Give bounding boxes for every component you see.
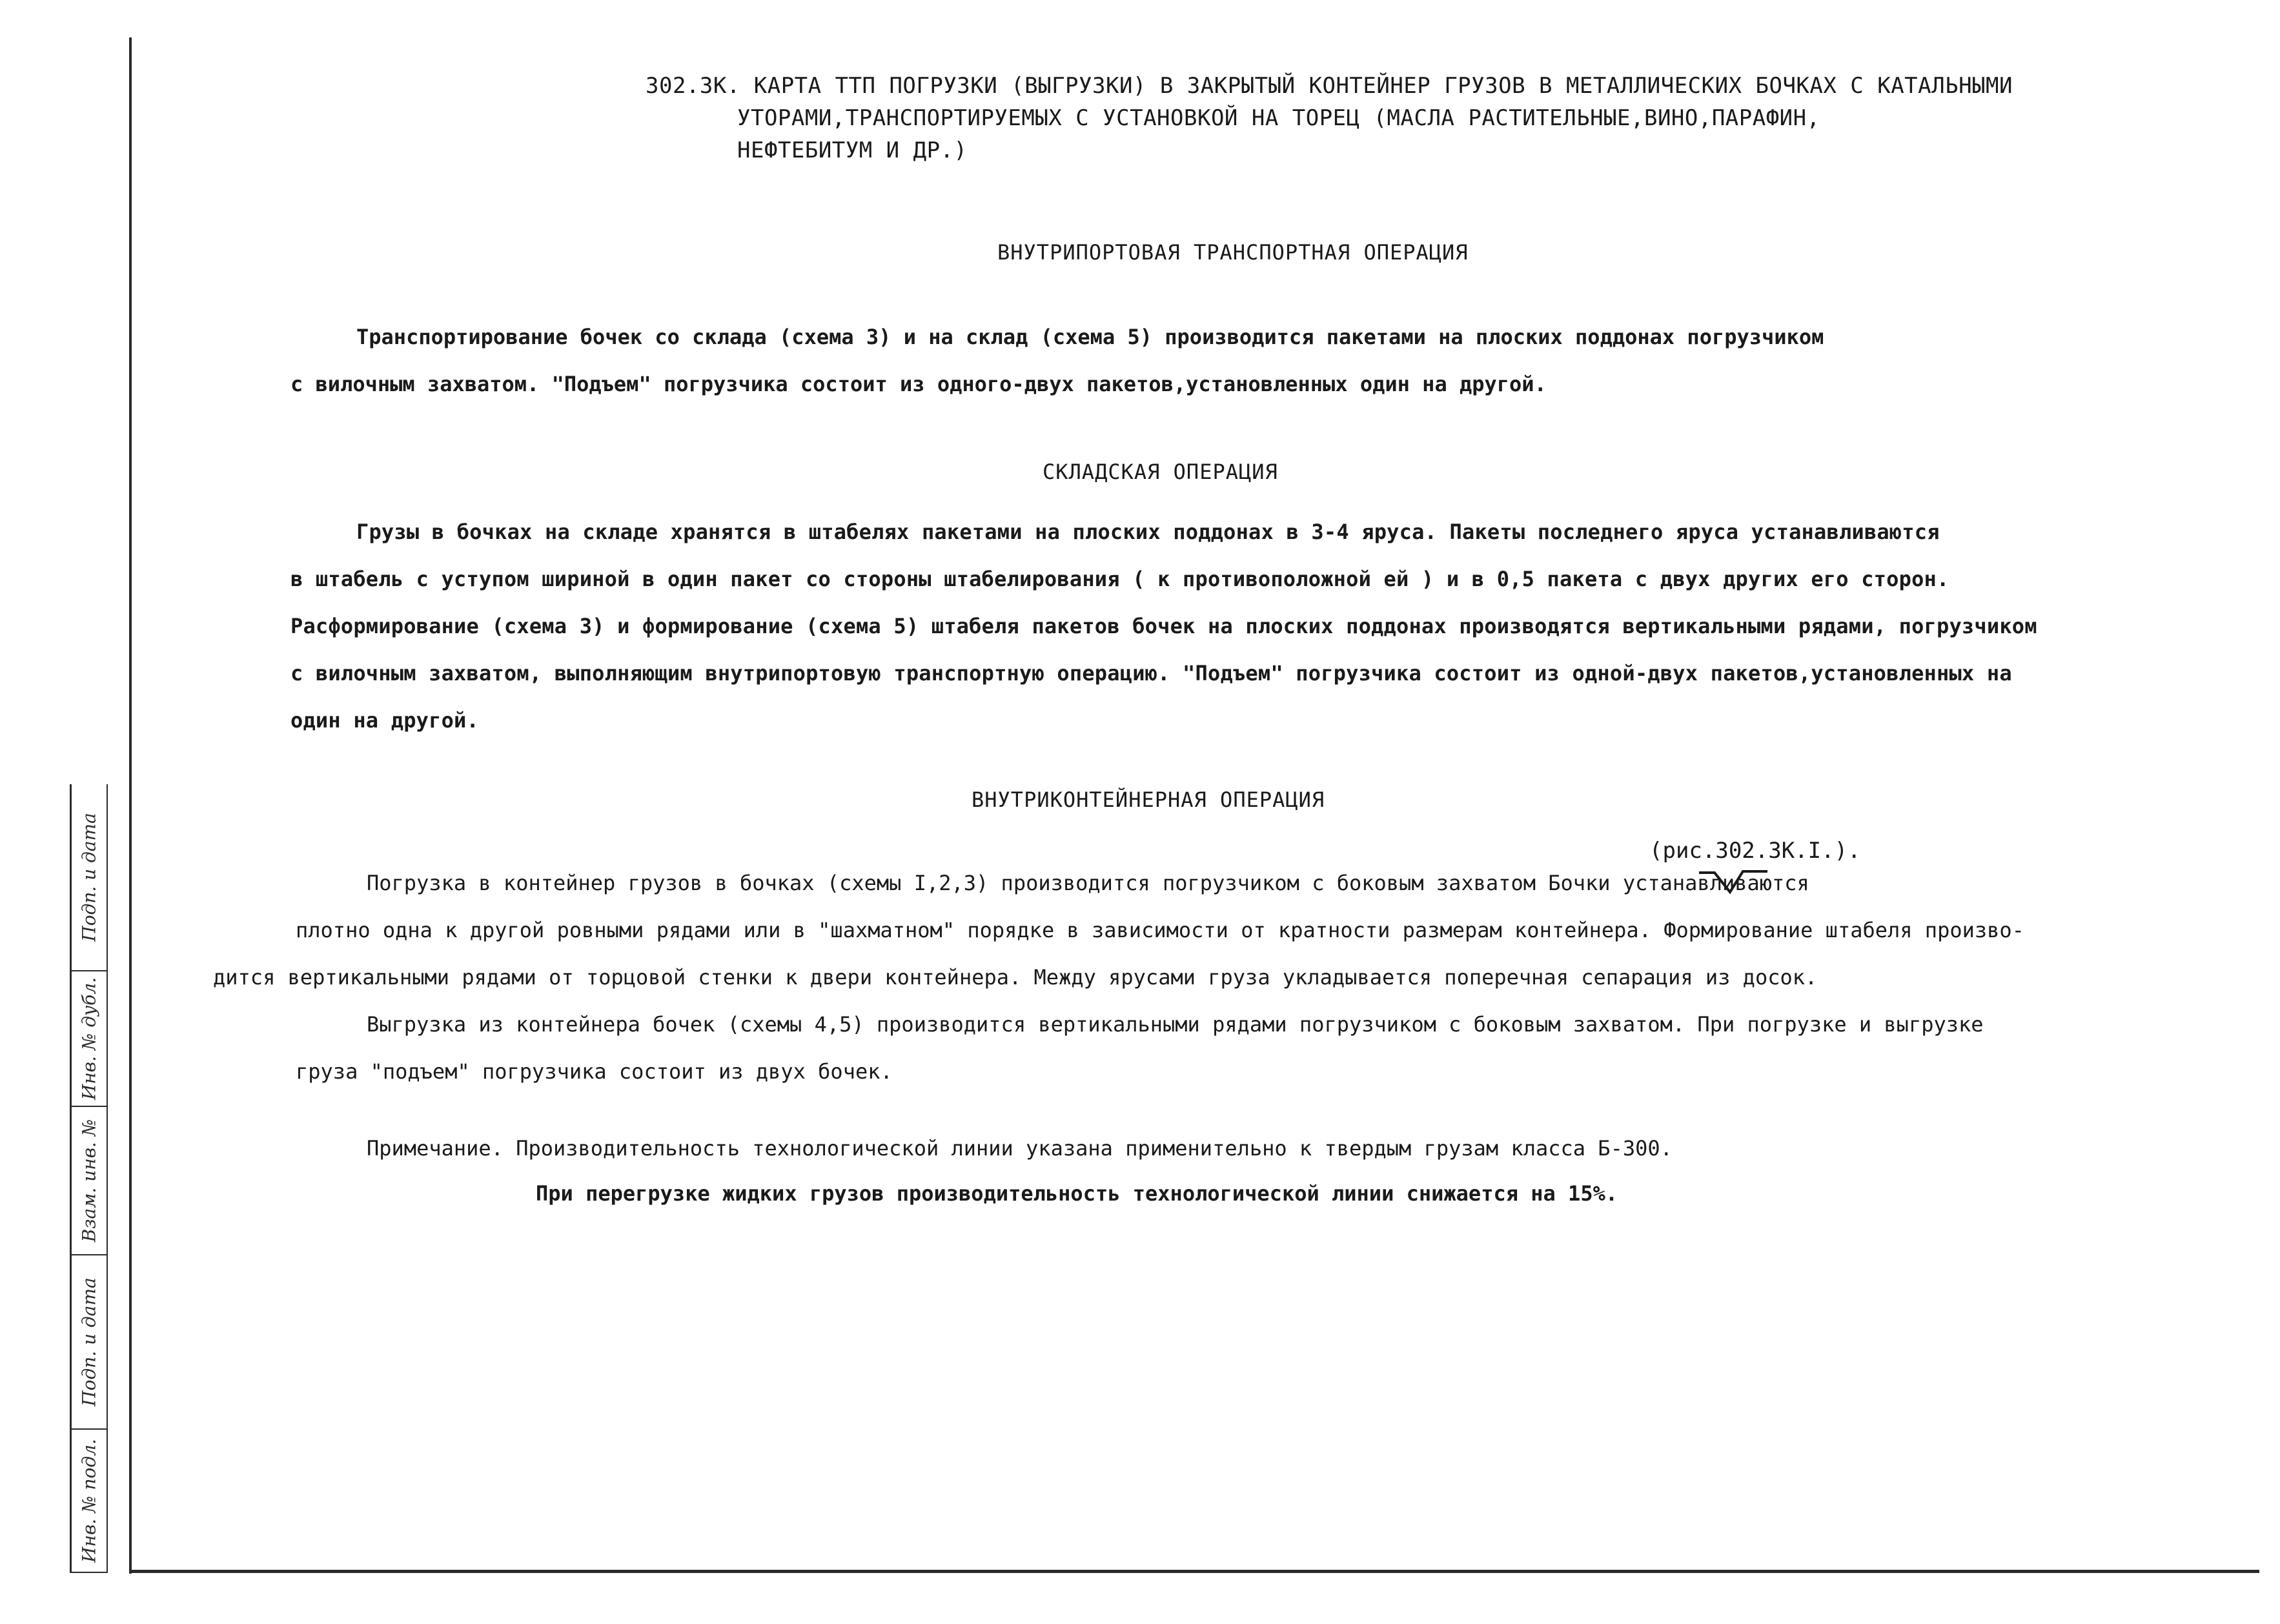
paragraph-line: Выгрузка из контейнера бочек (схемы 4,5) производится вертикальными рядами погрузчиком с боковым захватом. При погрузке и выгрузке bbox=[367, 1012, 1984, 1037]
stamp-cell-replace-inv bbox=[72, 1107, 108, 1255]
paragraph-line: один на другой. bbox=[290, 708, 479, 733]
stamp-label: Подп. и дата bbox=[78, 1277, 100, 1406]
side-stamp bbox=[70, 784, 147, 1573]
title-line-3: НЕФТЕБИТУМ И ДР.) bbox=[737, 137, 968, 163]
paragraph-line: с вилочным захватом, выполняющим внутрипортовую транспортную операцию. "Подъем" погрузчика состоит из одной-двух пакетов,установленных на bbox=[290, 661, 2012, 685]
section-paragraph-container bbox=[213, 860, 2024, 1095]
paragraph-line: Грузы в бочках на складе хранятся в штабелях пакетами на плоских поддонах в 3-4 яруса. Пакеты последнего яруса устанавливаются bbox=[356, 520, 1940, 544]
stamp-cell-sign-date-2 bbox=[72, 1255, 108, 1430]
section-heading-transport: ВНУТРИПОРТОВАЯ ТРАНСПОРТНАЯ ОПЕРАЦИЯ bbox=[997, 240, 1469, 265]
title-line-2: УТОРАМИ,ТРАНСПОРТИРУЕМЫХ С УСТАНОВКОЙ НА ТОРЕЦ (МАСЛА РАСТИТЕЛЬНЫЕ,ВИНО,ПАРАФИН, bbox=[737, 105, 1820, 131]
stamp-cell-dup-inv bbox=[72, 971, 108, 1107]
title-line-1: 302.ЗК. КАРТА ТТП ПОГРУЗКИ (ВЫГРУЗКИ) В ЗАКРЫТЫЙ КОНТЕЙНЕР ГРУЗОВ В МЕТАЛЛИЧЕСКИХ БОЧКАХ С КАТАЛЬНЫМИ bbox=[646, 73, 2013, 99]
paragraph-line: плотно одна к другой ровными рядами или в "шахматном" порядке в зависимости от кратности размерам контейнера. Формирование штабеля произво- bbox=[296, 918, 2024, 942]
section-heading-storage: СКЛАДСКАЯ ОПЕРАЦИЯ bbox=[1043, 460, 1278, 484]
note-line-2: При перегрузке жидких грузов производительность технологической линии снижается на 15%. bbox=[536, 1181, 1618, 1206]
paragraph-line: Погрузка в контейнер грузов в бочках (схемы I,2,3) производится погрузчиком с боковым захватом Бочки устанавливаются bbox=[367, 871, 1809, 895]
section-heading-container: ВНУТРИКОНТЕЙНЕРНАЯ ОПЕРАЦИЯ bbox=[972, 787, 1325, 812]
paragraph-line: Расформирование (схема 3) и формирование (схема 5) штабеля пакетов бочек на плоских поддонах производятся вертикальными рядами, погрузчиком bbox=[290, 614, 2037, 638]
paragraph-line: дится вертикальными рядами от торцовой стенки к двери контейнера. Между ярусами груза укладывается поперечная сепарация из досок. bbox=[213, 965, 1818, 990]
stamp-label: Взам. инв. № bbox=[78, 1119, 100, 1243]
section-paragraph-transport bbox=[290, 314, 1824, 408]
stamp-cell-sign-date bbox=[72, 784, 108, 971]
section-paragraph-storage bbox=[290, 509, 2037, 744]
paragraph-line: Транспортирование бочек со склада (схема 3) и на склад (схема 5) производится пакетами на плоских поддонах погрузчиком bbox=[356, 325, 1824, 349]
figure-reference: (рис.302.ЗК.I.). bbox=[1649, 838, 1861, 864]
stamp-label: Инв. № дубл. bbox=[78, 977, 100, 1101]
page-frame-bottom-line bbox=[129, 1570, 2259, 1573]
paragraph-line: груза "подъем" погрузчика состоит из двух бочек. bbox=[296, 1059, 893, 1084]
note-line-1: Примечание. Производительность технологической линии указана применительно к твердым грузам класса Б-300. bbox=[367, 1136, 1673, 1161]
document-title bbox=[646, 70, 2013, 167]
paragraph-line: в штабель с уступом шириной в один пакет со стороны штабелирования ( к противоположной ей ) и в 0,5 пакета с двух других его сторон. bbox=[290, 567, 1949, 591]
stamp-label: Подп. и дата bbox=[78, 813, 100, 942]
stamp-label: Инв. № подл. bbox=[78, 1439, 100, 1563]
paragraph-line: с вилочным захватом. "Подъем" погрузчика состоит из одного-двух пакетов,установленных один на другой. bbox=[290, 372, 1547, 396]
stamp-cell-orig-inv bbox=[72, 1430, 108, 1573]
